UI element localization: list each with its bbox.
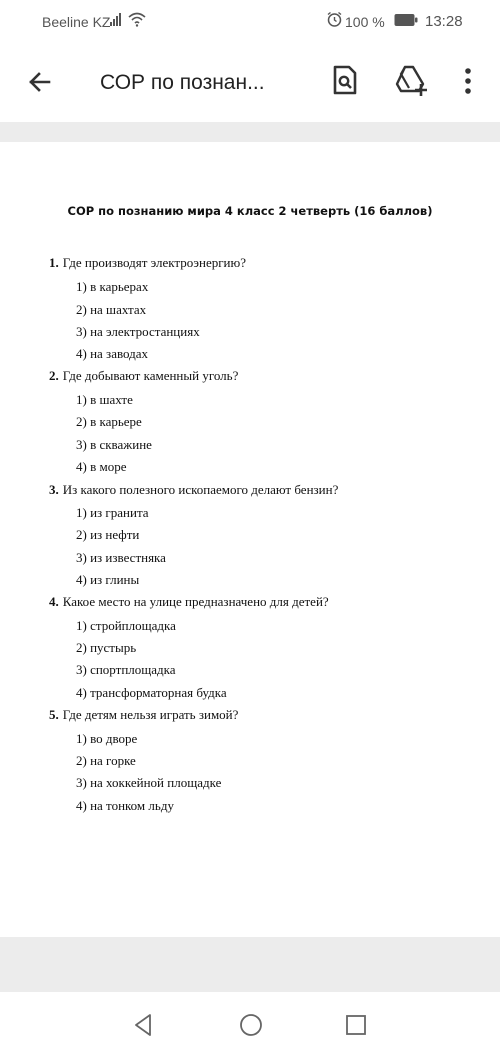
preview-icon xyxy=(328,86,362,103)
status-bar xyxy=(0,0,500,44)
signal-icon xyxy=(110,12,124,29)
more-options-button[interactable] xyxy=(458,66,478,98)
document-page xyxy=(0,142,500,937)
document-viewer[interactable] xyxy=(0,122,500,992)
answer-option: 1) в карьерах xyxy=(76,279,149,294)
alarm-icon xyxy=(326,11,343,31)
clock: 13:28 xyxy=(425,13,463,30)
answer-option: 4) из глины xyxy=(76,572,140,587)
nav-back-icon xyxy=(130,1025,156,1042)
answer-option: 3) из известняка xyxy=(76,550,166,565)
system-nav-bar xyxy=(0,992,500,1055)
answer-option: 3) на электростанциях xyxy=(76,324,200,339)
answer-option: 4) в море xyxy=(76,459,127,474)
nav-home-icon xyxy=(238,1025,264,1042)
nav-home-button[interactable] xyxy=(238,1012,264,1038)
app-bar xyxy=(0,44,500,122)
answer-option: 4) трансформаторная будка xyxy=(76,685,227,700)
answer-option: 4) на заводах xyxy=(76,346,149,361)
add-to-drive-icon xyxy=(392,86,432,103)
question-4: 4. Какое место на улице предназначено для детей? xyxy=(49,594,329,609)
nav-recents-icon xyxy=(344,1024,368,1041)
answer-option: 3) на хоккейной площадке xyxy=(76,775,222,790)
nav-recents-button[interactable] xyxy=(344,1013,368,1037)
answer-option: 1) во дворе xyxy=(76,731,138,746)
more-vert-icon xyxy=(458,85,478,102)
answer-option: 1) стройплощадка xyxy=(76,618,176,633)
question-5: 5. Где детям нельзя играть зимой? xyxy=(49,707,239,722)
answer-option: 3) спортплощадка xyxy=(76,662,176,677)
answer-option: 2) пустырь xyxy=(76,640,137,655)
answer-option: 1) в шахте xyxy=(76,392,133,407)
answer-option: 2) в карьере xyxy=(76,414,142,429)
document-title: СОР по познан... xyxy=(100,71,265,94)
question-1: 1. Где производят электроэнергию? xyxy=(49,255,246,270)
preview-button[interactable] xyxy=(328,63,362,99)
answer-option: 3) в скважине xyxy=(76,437,152,452)
question-2: 2. Где добывают каменный уголь? xyxy=(49,368,239,383)
answer-option: 1) из гранита xyxy=(76,505,149,520)
carrier-label: Beeline KZ xyxy=(42,14,111,30)
wifi-icon xyxy=(128,11,146,30)
battery-percentage: 100 % xyxy=(345,14,385,30)
nav-back-button[interactable] xyxy=(130,1012,156,1038)
answer-option: 4) на тонком льду xyxy=(76,798,174,813)
answer-option: 2) на шахтах xyxy=(76,302,147,317)
add-to-drive-button[interactable] xyxy=(392,63,432,99)
back-button[interactable] xyxy=(22,64,58,100)
battery-icon xyxy=(394,13,418,30)
answer-option: 2) на горке xyxy=(76,753,136,768)
answer-option: 2) из нефти xyxy=(76,527,140,542)
back-arrow-icon xyxy=(22,87,58,104)
question-3: 3. Из какого полезного ископаемого делают бензин? xyxy=(49,482,339,497)
document-heading: СОР по познанию мира 4 класс 2 четверть (16 баллов) xyxy=(67,204,433,218)
